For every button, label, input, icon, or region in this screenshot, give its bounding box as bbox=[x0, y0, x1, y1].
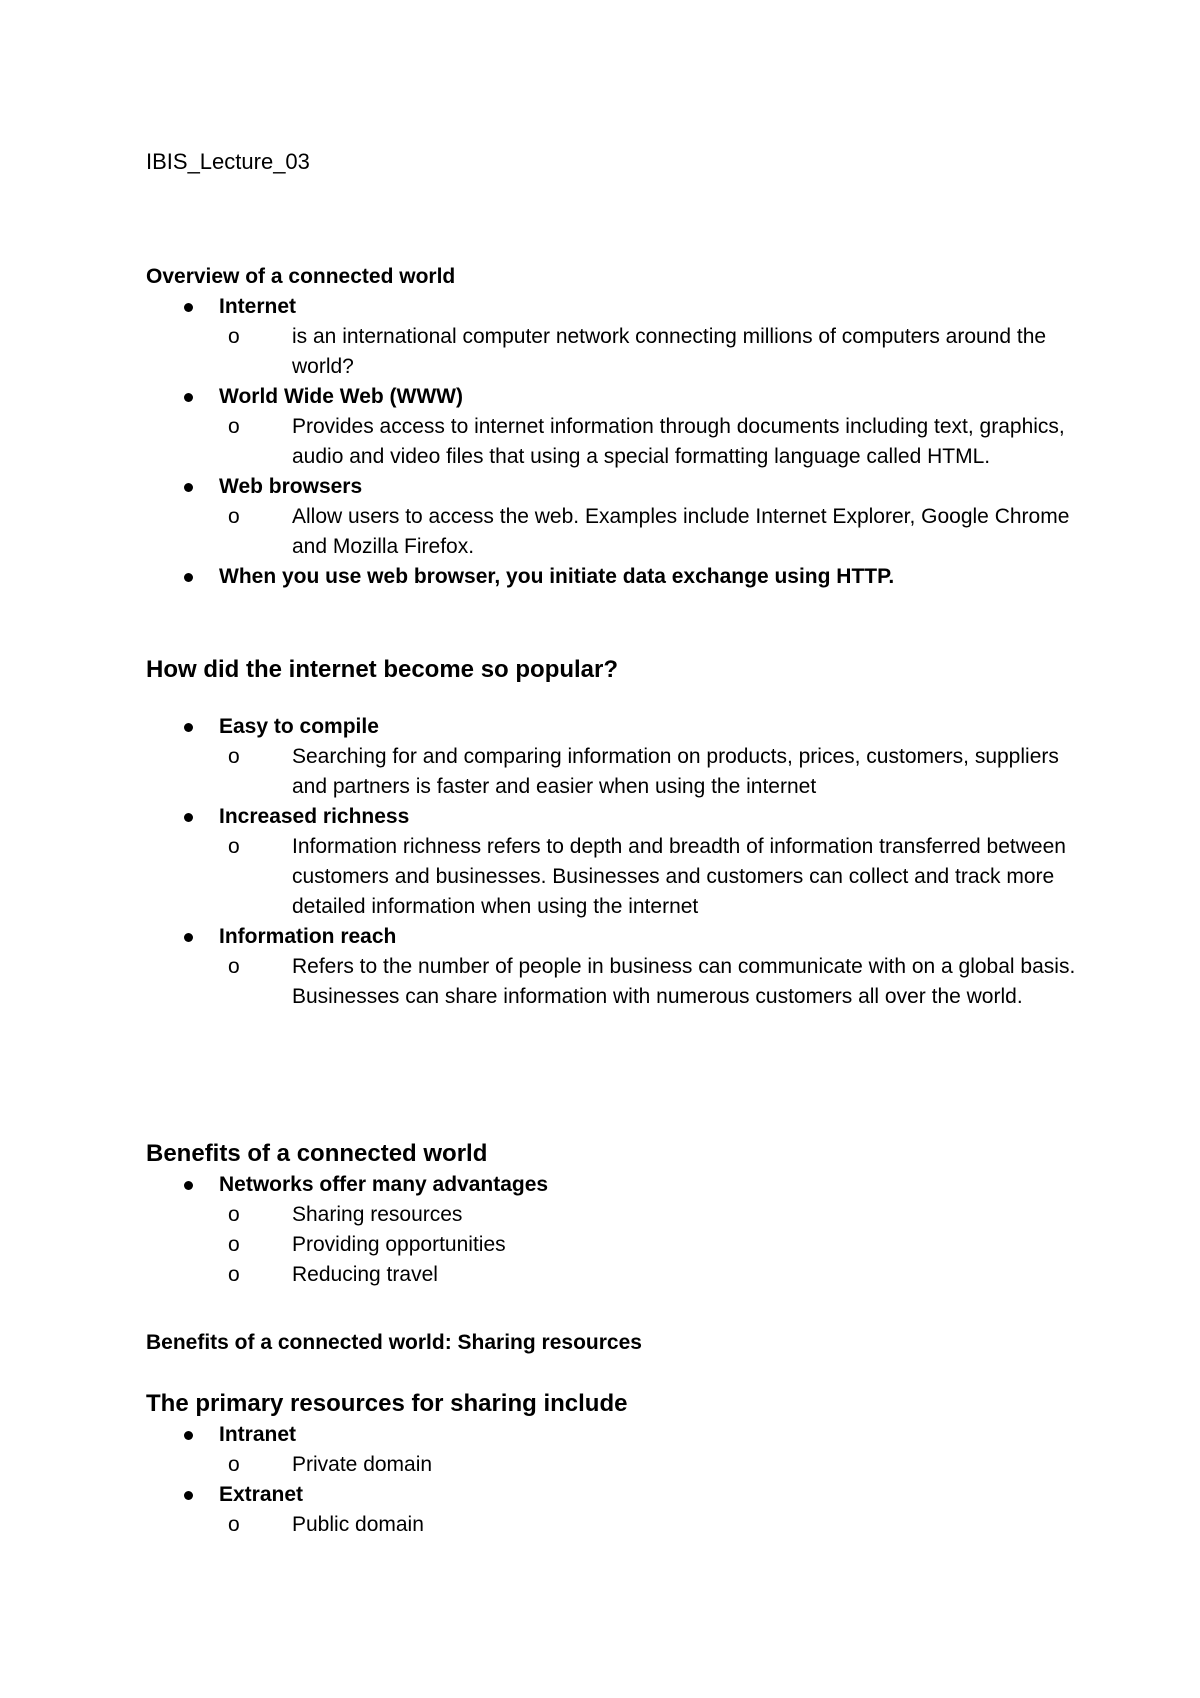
sub-list-item bbox=[219, 1260, 1096, 1290]
sub-list-item bbox=[219, 502, 1096, 562]
sub-item-text: Searching for and comparing information on products, prices, customers, suppliers and partners is faster and easier when using the internet bbox=[292, 745, 1059, 798]
sub-list bbox=[219, 832, 1096, 922]
sub-list bbox=[219, 742, 1096, 802]
bullet-list bbox=[146, 292, 1096, 592]
circle-bullet-icon: o bbox=[228, 1233, 240, 1256]
section-benefits bbox=[146, 1138, 1096, 1290]
list-item-label: When you use web browser, you initiate data exchange using HTTP. bbox=[219, 565, 895, 588]
sub-item-text: is an international computer network connecting millions of computers around the world? bbox=[292, 325, 1047, 378]
bullet-list bbox=[146, 1420, 1096, 1540]
sub-list bbox=[219, 502, 1096, 562]
list-item-label: Networks offer many advantages bbox=[219, 1173, 549, 1196]
bullet-dot-icon bbox=[184, 1491, 193, 1500]
sub-item-text: Providing opportunities bbox=[292, 1233, 506, 1256]
list-item bbox=[146, 1170, 1096, 1290]
section-heading: Benefits of a connected world bbox=[146, 1140, 488, 1167]
sub-item-text: Public domain bbox=[292, 1513, 424, 1536]
list-item bbox=[146, 1480, 1096, 1540]
sub-list bbox=[219, 322, 1096, 382]
list-item bbox=[146, 712, 1096, 802]
bullet-list bbox=[146, 1170, 1096, 1290]
sub-item-text: Information richness refers to depth and breadth of information transferred between customers and businesses. Businesses and customers can collect and track more detailed information when using the internet bbox=[292, 835, 1066, 918]
sub-item-text: Refers to the number of people in business can communicate with on a global basis. Businesses can share information with numerous customers all over the world. bbox=[292, 955, 1076, 1008]
sub-list-item bbox=[219, 742, 1096, 802]
section-popularity bbox=[146, 654, 1096, 1012]
bullet-dot-icon bbox=[184, 723, 193, 732]
section-heading: Overview of a connected world bbox=[146, 265, 456, 288]
section-primary-resources bbox=[146, 1388, 1096, 1540]
sub-list bbox=[219, 412, 1096, 472]
circle-bullet-icon: o bbox=[228, 955, 240, 978]
list-item bbox=[146, 292, 1096, 382]
bullet-dot-icon bbox=[184, 393, 193, 402]
sub-item-text: Allow users to access the web. Examples include Internet Explorer, Google Chrome and Mozilla Firefox. bbox=[292, 505, 1070, 558]
list-item bbox=[146, 472, 1096, 562]
sub-item-text: Private domain bbox=[292, 1453, 433, 1476]
section-heading: The primary resources for sharing include bbox=[146, 1390, 628, 1417]
list-item-label: Extranet bbox=[219, 1483, 304, 1506]
sub-list-item bbox=[219, 1230, 1096, 1260]
bullet-dot-icon bbox=[184, 1431, 193, 1440]
circle-bullet-icon: o bbox=[228, 1513, 240, 1536]
circle-bullet-icon: o bbox=[228, 505, 240, 528]
sub-list-item bbox=[219, 412, 1096, 472]
list-item-label: Web browsers bbox=[219, 475, 363, 498]
bullet-dot-icon bbox=[184, 813, 193, 822]
circle-bullet-icon: o bbox=[228, 415, 240, 438]
sub-list bbox=[219, 1450, 1096, 1480]
circle-bullet-icon: o bbox=[228, 1453, 240, 1476]
bullet-dot-icon bbox=[184, 933, 193, 942]
bullet-dot-icon bbox=[184, 1181, 193, 1190]
circle-bullet-icon: o bbox=[228, 835, 240, 858]
sub-item-text: Provides access to internet information through documents including text, graphics, audio and video files that using a special formatting language called HTML. bbox=[292, 415, 1065, 468]
list-item bbox=[146, 1420, 1096, 1480]
sub-item-text: Sharing resources bbox=[292, 1203, 463, 1226]
list-item bbox=[146, 922, 1096, 1012]
sub-list bbox=[219, 1510, 1096, 1540]
list-item-label: Easy to compile bbox=[219, 715, 379, 738]
sub-list-item bbox=[219, 832, 1096, 922]
list-item-label: Increased richness bbox=[219, 805, 410, 828]
circle-bullet-icon: o bbox=[228, 1263, 240, 1286]
document-title: IBIS_Lecture_03 bbox=[146, 149, 310, 174]
bullet-dot-icon bbox=[184, 303, 193, 312]
list-item-label: Internet bbox=[219, 295, 297, 318]
sub-list bbox=[219, 1200, 1096, 1290]
list-item-label: Intranet bbox=[219, 1423, 297, 1446]
sub-list bbox=[219, 952, 1096, 1012]
list-item-label: Information reach bbox=[219, 925, 397, 948]
list-item bbox=[146, 562, 1096, 592]
list-item-label: World Wide Web (WWW) bbox=[219, 385, 463, 408]
list-item bbox=[146, 382, 1096, 472]
circle-bullet-icon: o bbox=[228, 325, 240, 348]
section-heading: How did the internet become so popular? bbox=[146, 656, 619, 683]
sub-list-item bbox=[219, 952, 1096, 1012]
sub-list-item bbox=[219, 1450, 1096, 1480]
bullet-dot-icon bbox=[184, 573, 193, 582]
section-overview bbox=[146, 262, 1096, 592]
sub-list-item bbox=[219, 1510, 1096, 1540]
list-item bbox=[146, 802, 1096, 922]
section-sharing-resources bbox=[146, 1328, 1096, 1358]
bullet-list bbox=[146, 712, 1096, 1012]
sub-list-item bbox=[219, 1200, 1096, 1230]
circle-bullet-icon: o bbox=[228, 1203, 240, 1226]
bullet-dot-icon bbox=[184, 483, 193, 492]
section-heading: Benefits of a connected world: Sharing resources bbox=[146, 1331, 642, 1354]
sub-list-item bbox=[219, 322, 1096, 382]
sub-item-text: Reducing travel bbox=[292, 1263, 438, 1286]
circle-bullet-icon: o bbox=[228, 745, 240, 768]
